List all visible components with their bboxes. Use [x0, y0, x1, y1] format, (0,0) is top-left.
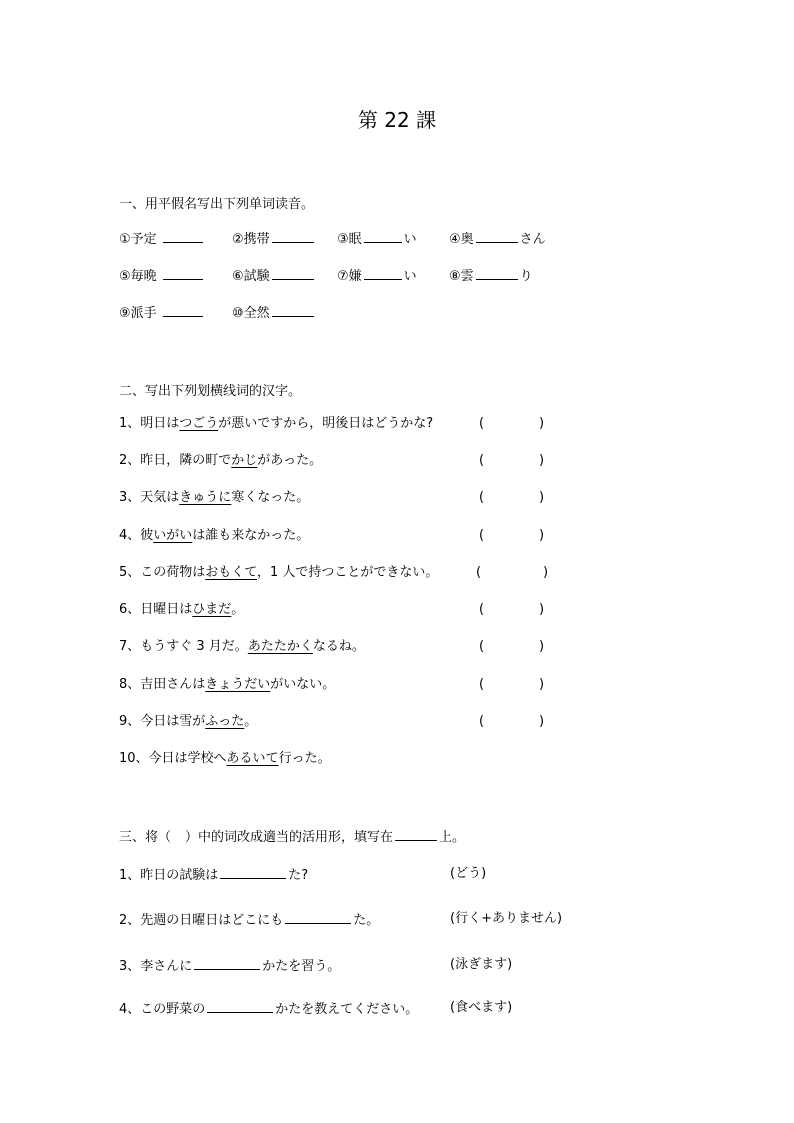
answer-paren-open[interactable]: (	[476, 565, 482, 580]
vocab-item: ⑥試験	[232, 265, 316, 287]
section2-heading: 二、写出下列划横线词的汉字。	[119, 384, 302, 399]
vocab-item: ⑨派手	[119, 302, 205, 324]
vocab-item: ①予定	[119, 228, 205, 250]
underlined-word: おもくて	[205, 565, 258, 580]
answer-paren-close: )	[539, 453, 545, 468]
vocab-item: ④奥 さん	[449, 228, 546, 250]
kanji-question: 1、明日はつごうが悪いですから，明後日はどうかな? ( )	[119, 414, 433, 434]
underlined-word: きょうだい	[205, 677, 271, 692]
answer-paren-close: )	[543, 565, 549, 580]
answer-paren-open[interactable]: (	[479, 639, 485, 654]
vocab-item: ②携帯	[232, 228, 316, 250]
conjugation-question: 3、李さんに かたを習う。 (泳ぎます)	[119, 957, 513, 974]
answer-paren-close: )	[539, 490, 545, 505]
answer-blank[interactable]	[220, 864, 286, 879]
answer-paren-open[interactable]: (	[479, 528, 485, 543]
kanji-question: 9、今日は雪がふった。 ( )	[119, 712, 257, 732]
kanji-question: 4、彼いがいは誰も来なかった。 ( )	[119, 526, 309, 546]
blank-example	[395, 826, 437, 841]
kanji-question: 3、天気はきゅうに寒くなった。 ( )	[119, 488, 309, 508]
underlined-word: ひまだ	[192, 602, 232, 617]
answer-paren-close: )	[539, 677, 545, 692]
answer-blank[interactable]	[194, 955, 260, 970]
underlined-word: きゅうに	[179, 490, 232, 505]
kanji-question: 7、もうすぐ 3 月だ。あたたかくなるね。 ( )	[119, 637, 365, 657]
hint-word: (泳ぎます)	[450, 957, 513, 972]
kanji-question: 6、日曜日はひまだ。 ( )	[119, 600, 244, 620]
kanji-question: 2、昨日，隣の町でかじがあった。 ( )	[119, 451, 322, 471]
answer-blank[interactable]	[207, 998, 273, 1013]
kanji-question: 10、今日は学校へあるいて行った。	[119, 751, 331, 766]
section3-heading: 三、将（ ）中的词改成適当的活用形，填写在 上。	[119, 826, 465, 845]
vocab-item: ⑤毎晩	[119, 265, 205, 287]
answer-blank[interactable]	[272, 265, 314, 280]
answer-blank[interactable]	[364, 265, 402, 280]
underlined-word: いがい	[153, 528, 193, 543]
answer-blank[interactable]	[163, 302, 203, 317]
conjugation-question: 2、先週の日曜日はどこにも た。 (行く+ありません)	[119, 911, 563, 928]
vocab-item: ③眠 い	[337, 228, 417, 250]
underlined-word: あるいて	[226, 751, 279, 766]
hint-word: (食べます)	[450, 1000, 513, 1015]
hint-word: (行く+ありません)	[450, 911, 563, 926]
vocab-item: ⑧雲 り	[449, 265, 533, 287]
answer-paren-open[interactable]: (	[479, 416, 485, 431]
kanji-question: 8、吉田さんはきょうだいがいない。 ( )	[119, 675, 335, 695]
vocab-item: ⑩全然	[232, 302, 316, 324]
answer-blank[interactable]	[272, 228, 314, 243]
answer-paren-close: )	[539, 714, 545, 729]
conjugation-question: 4、この野菜の かたを教えてください。 (食べます)	[119, 1000, 513, 1017]
answer-blank[interactable]	[272, 302, 314, 317]
answer-paren-close: )	[539, 416, 545, 431]
answer-paren-close: )	[539, 602, 545, 617]
answer-paren-open[interactable]: (	[479, 714, 485, 729]
underlined-word: つごう	[179, 416, 219, 431]
underlined-word: かじ	[231, 453, 258, 468]
answer-paren-close: )	[539, 639, 545, 654]
answer-blank[interactable]	[285, 909, 351, 924]
answer-blank[interactable]	[163, 228, 203, 243]
underlined-word: ふった	[205, 714, 245, 729]
answer-paren-open[interactable]: (	[479, 490, 485, 505]
underlined-word: あたたかく	[247, 639, 313, 654]
answer-blank[interactable]	[476, 228, 518, 243]
kanji-question: 5、この荷物はおもくて，1 人で持つことができない。 ( )	[119, 563, 438, 583]
conjugation-question: 1、昨日の試験は た? (どう)	[119, 866, 487, 883]
page-title: 第 22 課	[357, 108, 437, 132]
answer-paren-close: )	[539, 528, 545, 543]
answer-blank[interactable]	[476, 265, 518, 280]
answer-blank[interactable]	[364, 228, 402, 243]
hint-word: (どう)	[450, 866, 487, 881]
answer-paren-open[interactable]: (	[479, 602, 485, 617]
answer-blank[interactable]	[163, 265, 203, 280]
section1-heading: 一、用平假名写出下列单词读音。	[119, 197, 315, 212]
answer-paren-open[interactable]: (	[479, 453, 485, 468]
answer-paren-open[interactable]: (	[479, 677, 485, 692]
vocab-item: ⑦嫌 い	[337, 265, 417, 287]
